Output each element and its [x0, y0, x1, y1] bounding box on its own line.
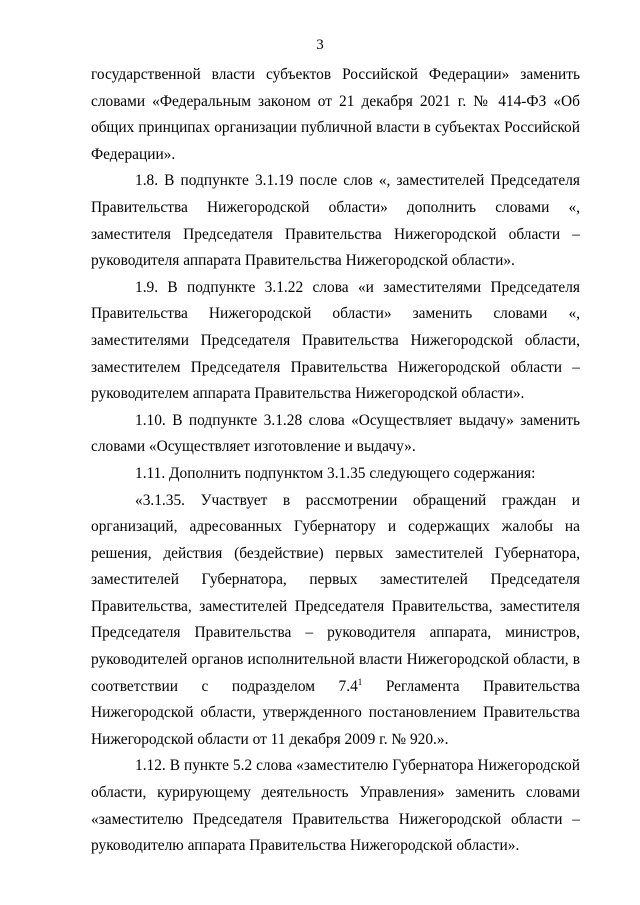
paragraph-continuation: государственной власти субъектов Российской Федерации» заменить словами «Федеральным законом от 21 декабря 2021 г. № 414-ФЗ «Об общих принципах организации публичной власти в субъектах Российской Федерации».: [91, 66, 580, 163]
paragraph-1-8: 1.8. В подпункте 3.1.19 после слов «, заместителей Председателя Правительства Нижегородской области» дополнить словами «, заместителя Председателя Правительства Нижегородской области – руководителя аппарата Правительства Нижегородской области».: [91, 172, 580, 270]
footnote-superscript: 1: [357, 676, 363, 687]
paragraph-1-12: 1.12. В пункте 5.2 слова «заместителю Губернатора Нижегородской области, курирующему деятельность Управления» заменить словами «заместителю Председателя Правительства Нижегородской области – руководителю аппарата Правительства Нижегородской области».: [91, 757, 580, 855]
paragraph-3-1-35: [91, 488, 580, 754]
paragraph-1-10: 1.10. В подпункте 3.1.28 слова «Осуществляет выдачу» заменить словами «Осуществляет изготовление и выдачу».: [91, 411, 580, 456]
page-number: 3: [316, 37, 324, 53]
paragraph-1-9: 1.9. В подпункте 3.1.22 слова «и заместителями Председателя Правительства Нижегородской области» заменить словами «, заместителями Председателя Правительства Нижегородской области, заместителем Председателя Правительства Нижегородской области – руководителем аппарата Правительства Нижегородской области».: [91, 278, 580, 403]
document-body: [91, 62, 580, 860]
paragraph-3-1-35-text-before: «3.1.35. Участвует в рассмотрении обращений граждан и организаций, адресованных Губернатору и содержащих жалобы на решения, действия (бездействие) первых заместителей Губернатора, заместителей Губернатора, первых заместителей Председателя Правительства, заместителей Председателя Правительства, заместителя Председателя Правительства – руководителя аппарата, министров, руководителей органов исполнительной власти Нижегородской области, в соответствии с подразделом 7.4: [91, 491, 580, 695]
paragraph-3-1-35-text-after: Регламента Правительства Нижегородской области, утвержденного постановлением Правительства Нижегородской области от 11 декабря 2009 г. № 920.».: [91, 677, 580, 748]
paragraph-1-11: 1.11. Дополнить подпунктом 3.1.35 следующего содержания:: [135, 464, 536, 482]
